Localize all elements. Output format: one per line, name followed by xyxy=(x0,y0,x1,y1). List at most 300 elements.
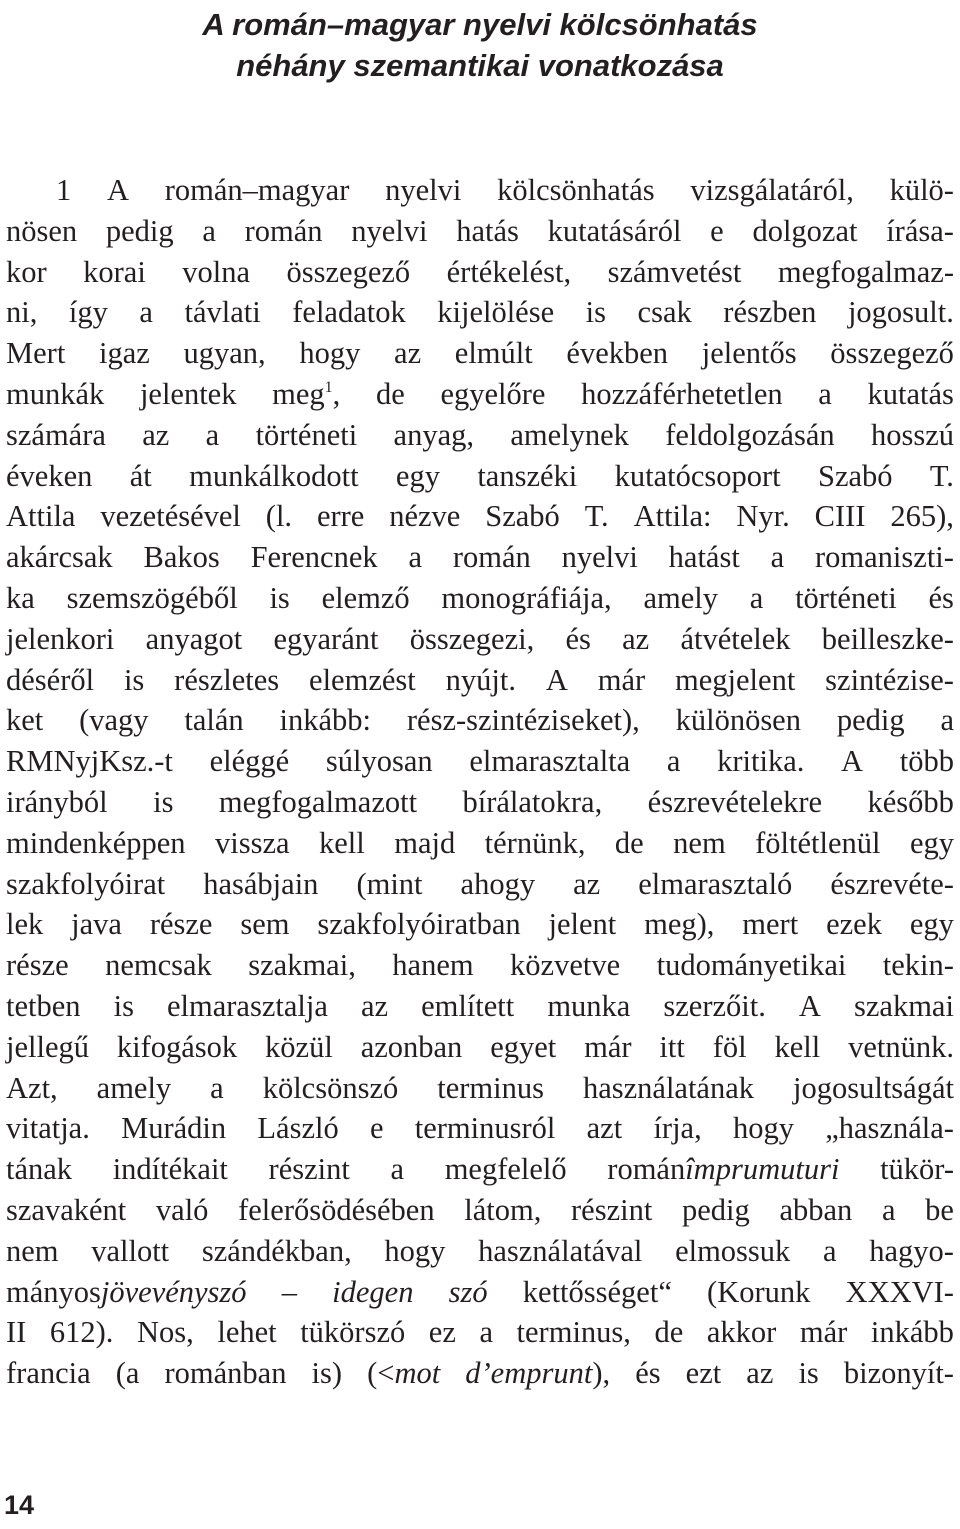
word: súlyosan xyxy=(325,744,433,779)
word: anyagot xyxy=(145,621,243,656)
text-line xyxy=(6,945,954,986)
word: egyelőre xyxy=(440,376,546,411)
word: (vagy xyxy=(79,703,149,738)
word: nézve xyxy=(389,499,461,534)
word: részint xyxy=(268,1152,350,1187)
word: amely xyxy=(643,580,718,615)
word: kell xyxy=(774,1029,821,1064)
word: hogy xyxy=(384,1233,446,1268)
word: ezt xyxy=(685,1356,722,1391)
word: térnünk, xyxy=(484,825,586,860)
word: ahogy xyxy=(460,866,536,901)
word: eléggé xyxy=(209,744,290,779)
word: akárcsak xyxy=(6,540,113,575)
word: anyag, xyxy=(393,417,474,452)
word: nem xyxy=(673,825,726,860)
word: e xyxy=(710,213,724,248)
word: a xyxy=(770,540,785,575)
word: nemcsak xyxy=(105,948,212,983)
word: CIII xyxy=(814,499,866,534)
footnote-marker: 1 xyxy=(324,378,333,396)
word: jogosult. xyxy=(847,295,954,330)
word: II xyxy=(6,1315,27,1350)
text-line xyxy=(6,782,954,823)
word: d’emprunt), xyxy=(465,1353,610,1394)
word: bizonyít- xyxy=(843,1356,954,1391)
word: egyet xyxy=(490,1029,557,1064)
word: A xyxy=(841,744,864,779)
word: a xyxy=(205,417,220,452)
word: amelynek xyxy=(510,417,629,452)
word: része xyxy=(149,907,213,942)
word: terminusról xyxy=(414,1111,556,1146)
word: meg$^1$, xyxy=(272,376,341,411)
word: tükör- xyxy=(880,1152,954,1187)
word xyxy=(282,1272,297,1313)
word: hanem xyxy=(392,948,474,983)
word: 1 xyxy=(56,173,72,207)
text-line xyxy=(6,619,954,660)
word: át xyxy=(129,458,152,493)
word: elmossuk xyxy=(675,1233,791,1268)
word: elemző xyxy=(321,580,410,615)
word: nyelvi xyxy=(561,540,638,575)
word: nem xyxy=(6,1233,59,1268)
word: A xyxy=(798,988,821,1023)
title-line: A román–magyar nyelvi kölcsönhatás xyxy=(202,7,758,42)
word: hogy xyxy=(732,1111,794,1146)
word: már xyxy=(799,1315,848,1350)
word: nyelvi xyxy=(351,213,428,248)
word: értékelést, xyxy=(446,254,572,289)
word: sem xyxy=(240,907,290,942)
word: bírálatokra, xyxy=(462,784,603,819)
text-line xyxy=(6,211,954,252)
word: használatával xyxy=(478,1233,643,1268)
word: hatás xyxy=(456,213,519,248)
word: is xyxy=(585,295,607,330)
word: az xyxy=(622,621,650,656)
word: történeti xyxy=(255,417,358,452)
word: romaniszti- xyxy=(815,540,954,575)
title-line: néhány szemantikai vonatkozása xyxy=(236,48,724,83)
word: része xyxy=(6,948,69,983)
word: ni, xyxy=(6,295,38,330)
word: szakfolyóiratban xyxy=(317,907,521,942)
word: a xyxy=(666,744,681,779)
word: vizsgálatáról, xyxy=(690,173,854,207)
word: vallott xyxy=(91,1233,170,1268)
word: és xyxy=(928,580,954,615)
word: vetnünk. xyxy=(848,1029,954,1064)
text-line xyxy=(6,1027,954,1068)
text-line xyxy=(6,660,954,701)
word: Attila: xyxy=(633,499,712,534)
word: irányból xyxy=(6,784,108,819)
word: korai xyxy=(83,254,146,289)
word: román–magyar xyxy=(164,173,350,207)
word: is xyxy=(153,784,174,819)
word: egyaránt xyxy=(273,621,379,656)
word: szakfolyóirat xyxy=(6,866,166,901)
word: román xyxy=(452,540,531,575)
text-line xyxy=(6,986,954,1027)
word: föltétlenül xyxy=(755,825,881,860)
word: nyújt. xyxy=(445,662,516,697)
word: azt xyxy=(586,1111,623,1146)
word: csak xyxy=(637,295,692,330)
word: Ferencnek xyxy=(250,540,378,575)
word: szakmai, xyxy=(248,948,356,983)
word: a xyxy=(822,1233,837,1268)
word: látom, xyxy=(464,1192,542,1227)
word: tekin- xyxy=(882,948,954,983)
text-line xyxy=(6,578,954,619)
word: a xyxy=(881,1192,896,1227)
word: ket xyxy=(6,703,44,738)
text-line xyxy=(6,1108,954,1149)
word: mindenképpen xyxy=(6,825,186,860)
word: francia xyxy=(6,1356,91,1391)
text-line xyxy=(6,1149,954,1190)
word: vezetésével xyxy=(100,499,241,534)
page-number: 14 xyxy=(4,1490,35,1520)
word: Bakos xyxy=(143,540,220,575)
word: hozzáférhetetlen xyxy=(581,376,783,411)
word: a xyxy=(408,540,422,575)
word: de xyxy=(375,376,405,411)
word: munka xyxy=(547,988,631,1023)
word: (a xyxy=(115,1356,140,1391)
word: kölcsönszó xyxy=(262,1070,399,1105)
word: a xyxy=(390,1152,405,1187)
word: majd xyxy=(394,825,456,860)
text-line xyxy=(6,456,954,497)
word: rész-szintéziseket), xyxy=(406,703,640,738)
word: déséről xyxy=(6,662,95,697)
word: T. xyxy=(929,458,954,493)
word: mányosjövevényszó xyxy=(6,1272,247,1313)
word: azonban xyxy=(360,1029,463,1064)
word: lehet xyxy=(217,1315,277,1350)
word: pedig xyxy=(836,703,905,738)
word: az xyxy=(746,1356,774,1391)
word: közül xyxy=(265,1029,333,1064)
word: szerzőit. xyxy=(663,988,766,1023)
word: hasábjain xyxy=(203,866,319,901)
italic-term: szó xyxy=(448,1274,488,1309)
article-title xyxy=(0,4,960,86)
text-line xyxy=(6,292,954,333)
word: jelentek xyxy=(139,376,237,411)
word: megfogalmazott xyxy=(218,784,418,819)
word: 265), xyxy=(890,499,954,534)
word: akkor xyxy=(706,1315,777,1350)
text-line xyxy=(6,864,954,905)
word: Nyr. xyxy=(736,499,790,534)
word: terminus xyxy=(437,1070,544,1105)
word: föl xyxy=(712,1029,747,1064)
word: RMNyjKsz.-t xyxy=(6,744,173,779)
word: „használa- xyxy=(825,1111,954,1146)
word: kölcsönhatás xyxy=(497,173,655,207)
word: ka xyxy=(6,580,35,615)
word: monográfiája, xyxy=(441,580,612,615)
text-line xyxy=(6,1231,954,1272)
word: beilleszke- xyxy=(821,621,954,656)
text-line xyxy=(6,741,954,782)
word: jellegű xyxy=(6,1029,89,1064)
word: terminus, xyxy=(516,1315,631,1350)
word: de xyxy=(614,825,644,860)
word: így xyxy=(68,295,108,330)
word: nösen xyxy=(6,213,78,248)
word: egy xyxy=(909,825,954,860)
word: is xyxy=(113,988,134,1023)
word: Mert xyxy=(6,336,66,371)
text-line xyxy=(6,1272,954,1313)
word: tanszéki xyxy=(477,458,578,493)
word: szintézise- xyxy=(825,662,954,697)
word: vissza xyxy=(215,825,290,860)
word: jelent xyxy=(548,907,617,942)
word: feladatok xyxy=(292,295,406,330)
word: összegezi, xyxy=(409,621,535,656)
word: számára xyxy=(6,417,106,452)
word: átvételek xyxy=(680,621,791,656)
word: egy xyxy=(909,907,954,942)
word: T. xyxy=(584,499,609,534)
word: az xyxy=(573,866,601,901)
word: feldolgozásán xyxy=(665,417,835,452)
word: megfogalmaz- xyxy=(777,254,954,289)
word: a xyxy=(749,580,764,615)
word: az xyxy=(360,988,389,1023)
word: mert xyxy=(742,907,799,942)
word: kell xyxy=(319,825,365,860)
word: kijelölése xyxy=(437,295,555,330)
word: Szabó xyxy=(485,499,560,534)
word: észrevéte- xyxy=(830,866,954,901)
word: is xyxy=(269,580,290,615)
word: történeti xyxy=(795,580,897,615)
word: részint xyxy=(571,1192,653,1227)
word: abban xyxy=(779,1192,853,1227)
text-line xyxy=(6,1353,954,1394)
word: összegező xyxy=(830,336,954,371)
word: való xyxy=(155,1192,209,1227)
word: erre xyxy=(316,499,365,534)
word: megfelelő xyxy=(444,1152,567,1187)
word: felerősödésében xyxy=(238,1192,435,1227)
word: a xyxy=(202,213,216,248)
word: években xyxy=(566,336,669,371)
text-line xyxy=(6,496,954,537)
word: java xyxy=(71,907,122,942)
word: írja, xyxy=(653,1111,702,1146)
word: kutatócsoport xyxy=(614,458,781,493)
word: a xyxy=(479,1315,493,1350)
word: hatást xyxy=(668,540,740,575)
word: különösen xyxy=(675,703,801,738)
word: részben xyxy=(723,295,817,330)
word: nyelvi xyxy=(385,173,462,207)
word: tának xyxy=(6,1152,73,1187)
word: ezek xyxy=(826,907,882,942)
word: pedig xyxy=(105,213,174,248)
word: munkálkodott xyxy=(189,458,359,493)
word: Szabó xyxy=(818,458,893,493)
word: kettősséget“ xyxy=(522,1274,672,1309)
word: elmarasztalta xyxy=(469,744,631,779)
word: jelenkori xyxy=(6,621,115,656)
word: kutatásáról xyxy=(547,213,682,248)
word: szavaként xyxy=(6,1192,127,1227)
word: említett xyxy=(421,988,515,1023)
italic-term: d’emprunt xyxy=(465,1356,593,1391)
word: és xyxy=(635,1356,661,1391)
text-line xyxy=(6,823,954,864)
word: László xyxy=(257,1111,339,1146)
word: itt xyxy=(659,1029,685,1064)
word: kor xyxy=(6,254,47,289)
word: pedig xyxy=(682,1192,750,1227)
word xyxy=(449,1272,488,1313)
word: jelentős xyxy=(701,336,797,371)
word: meg), xyxy=(644,907,715,942)
word: A xyxy=(545,662,568,697)
text-line xyxy=(6,252,954,293)
word: talán xyxy=(184,703,244,738)
italic-term: jövevényszó xyxy=(100,1274,247,1309)
word: a xyxy=(210,1070,224,1105)
word: elmúlt xyxy=(454,336,533,371)
text-line xyxy=(6,537,954,578)
word: (mint xyxy=(356,866,423,901)
word: inkább xyxy=(870,1315,954,1350)
word: és xyxy=(565,621,591,656)
italic-term: împrumuturi xyxy=(685,1152,840,1187)
word: szándékban, xyxy=(201,1233,352,1268)
word: román xyxy=(244,213,323,248)
word: A xyxy=(106,173,130,207)
word: Murádin xyxy=(121,1111,227,1146)
word: e xyxy=(369,1111,384,1146)
text-line xyxy=(6,904,954,945)
word: hogy xyxy=(299,336,361,371)
word: már xyxy=(597,662,646,697)
word: az xyxy=(394,336,422,371)
word: elmarasztaló xyxy=(638,866,793,901)
word: távlati xyxy=(184,295,261,330)
word: (<mot xyxy=(367,1353,440,1394)
word: vitatja. xyxy=(6,1111,90,1146)
word: éveken xyxy=(6,458,93,493)
word: már xyxy=(584,1029,632,1064)
word: szemszögéből xyxy=(66,580,238,615)
word: amely xyxy=(96,1070,172,1105)
word: indítékait xyxy=(112,1152,228,1187)
word: írása- xyxy=(886,213,954,248)
word: románban xyxy=(164,1356,287,1391)
word: ugyan, xyxy=(183,336,266,371)
word: lek xyxy=(6,907,44,942)
word: később xyxy=(867,784,954,819)
word: is) xyxy=(311,1356,343,1391)
italic-term: mot xyxy=(394,1356,441,1391)
word: Attila xyxy=(6,499,76,534)
word: a xyxy=(940,703,954,738)
word: tetben xyxy=(6,988,81,1023)
word: Azt, xyxy=(6,1070,58,1105)
word: kifogások xyxy=(116,1029,238,1064)
text-line xyxy=(6,333,954,374)
text-line xyxy=(6,415,954,456)
word: használatának xyxy=(582,1070,755,1105)
text-line xyxy=(6,1068,954,1109)
word: jogosultságát xyxy=(793,1070,954,1105)
word: volna xyxy=(182,254,251,289)
word: hosszú xyxy=(870,417,954,452)
word: is xyxy=(123,662,145,697)
word: inkább: xyxy=(279,703,372,738)
word: kritika. xyxy=(717,744,805,779)
word: hagyo- xyxy=(869,1233,954,1268)
text-line xyxy=(6,1312,954,1353)
word: munkák xyxy=(6,376,105,411)
word: szakmai xyxy=(854,988,954,1023)
text-line xyxy=(6,700,954,741)
word: számvetést xyxy=(607,254,742,289)
word: egy xyxy=(395,458,440,493)
word: románîmprumuturi xyxy=(607,1149,839,1190)
word: ez xyxy=(428,1315,456,1350)
word: (l. xyxy=(265,499,293,534)
word: kutatás xyxy=(867,376,954,411)
text-line xyxy=(6,1190,954,1231)
word: XXXVI- xyxy=(845,1274,954,1309)
body-text xyxy=(6,170,954,1394)
word: igaz xyxy=(98,336,150,371)
word: elemzést xyxy=(309,662,416,697)
word: 612). xyxy=(49,1315,114,1350)
word: dolgozat xyxy=(752,213,858,248)
word: a xyxy=(818,376,832,411)
word: de xyxy=(654,1315,684,1350)
word: közvetve xyxy=(510,948,621,983)
word: összegező xyxy=(286,254,411,289)
word: tükörszó xyxy=(300,1315,406,1350)
text-line xyxy=(6,374,954,415)
word: az xyxy=(142,417,170,452)
word: tudományetikai xyxy=(656,948,847,983)
word: a xyxy=(139,295,153,330)
word xyxy=(332,1272,413,1313)
word: elmarasztalja xyxy=(167,988,328,1023)
word: be xyxy=(925,1192,954,1227)
word: részletes xyxy=(174,662,280,697)
word: több xyxy=(899,744,954,779)
word: is xyxy=(798,1356,819,1391)
word: (Korunk xyxy=(707,1274,811,1309)
italic-term: – xyxy=(281,1274,297,1309)
italic-term: idegen xyxy=(332,1274,414,1309)
text-line xyxy=(6,170,954,211)
word: megjelent xyxy=(675,662,796,697)
word: Nos, xyxy=(137,1315,194,1350)
word: külö- xyxy=(889,173,954,207)
word: észrevételekre xyxy=(647,784,823,819)
